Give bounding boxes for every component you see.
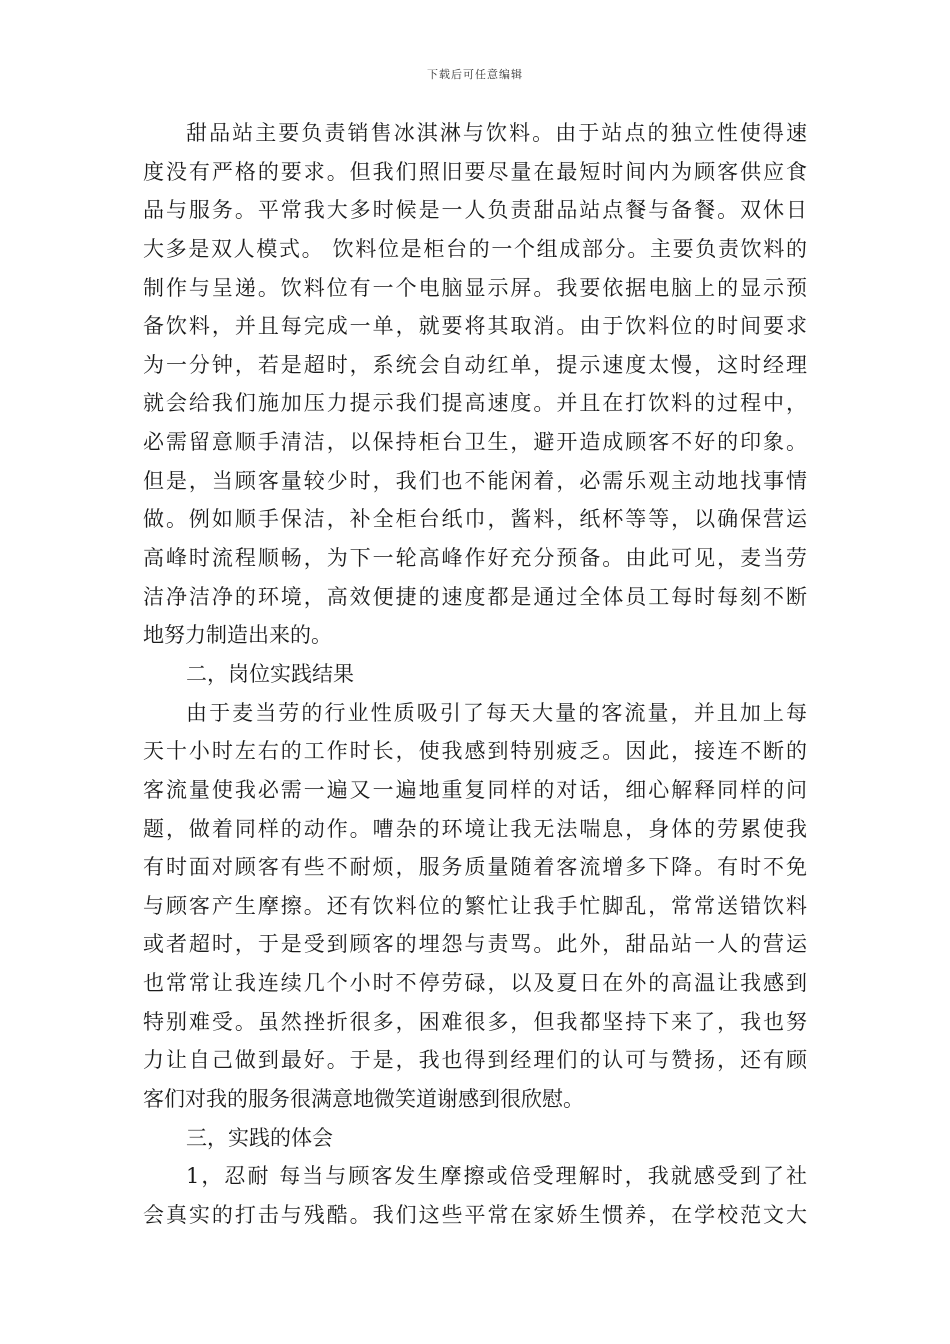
text-line: 三，实践的体会 <box>186 1125 333 1150</box>
text-line: 做。例如顺手保洁，补全柜台纸巾，酱料，纸杯等等，以确保营运 <box>143 507 807 532</box>
document-body <box>143 114 807 1235</box>
text-line: 由于麦当劳的行业性质吸引了每天大量的客流量，并且加上每 <box>186 700 807 725</box>
text-line: 制作与呈递。饮料位有一个电脑显示屏。我要依据电脑上的显示预 <box>143 275 807 300</box>
text-line: 与顾客产生摩擦。还有饮料位的繁忙让我手忙脚乱，常常送错饮料 <box>143 893 807 918</box>
text-line: 天十小时左右的工作时长，使我感到特别疲乏。因此，接连不断的 <box>143 739 807 764</box>
text-line: 就会给我们施加压力提示我们提高速度。并且在打饮料的过程中， <box>143 391 807 416</box>
text-line: 题，做着同样的动作。嘈杂的环境让我无法喘息，身体的劳累使我 <box>143 816 807 841</box>
text-line: 大多是双人模式。 饮料位是柜台的一个组成部分。主要负责饮料的 <box>143 236 807 261</box>
text-line: 备饮料，并且每完成一单，就要将其取消。由于饮料位的时间要求 <box>143 314 807 339</box>
text-line: 客流量使我必需一遍又一遍地重复同样的对话，细心解释同样的问 <box>143 777 807 802</box>
text-line: 或者超时，于是受到顾客的埋怨与责骂。此外，甜品站一人的营运 <box>143 932 807 957</box>
text-line: 高峰时流程顺畅，为下一轮高峰作好充分预备。由此可见，麦当劳 <box>143 546 807 571</box>
text-line: 必需留意顺手清洁，以保持柜台卫生，避开造成顾客不好的印象。 <box>143 430 807 455</box>
text-line: 1，忍耐 每当与顾客发生摩擦或倍受理解时，我就感受到了社 <box>186 1164 807 1189</box>
text-line: 特别难受。虽然挫折很多，困难很多，但我都坚持下来了，我也努 <box>143 1009 807 1034</box>
text-line: 也常常让我连续几个小时不停劳碌，以及夏日在外的高温让我感到 <box>143 971 807 996</box>
text-line: 客们对我的服务很满意地微笑道谢感到很欣慰。 <box>143 1087 584 1112</box>
text-line: 但是，当顾客量较少时，我们也不能闲着，必需乐观主动地找事情 <box>143 468 807 493</box>
text-line: 地努力制造出来的。 <box>143 623 332 648</box>
text-line: 品与服务。平常我大多时候是一人负责甜品站点餐与备餐。双休日 <box>143 198 807 223</box>
text-line: 甜品站主要负责销售冰淇淋与饮料。由于站点的独立性使得速 <box>186 121 807 145</box>
text-line: 会真实的打击与残酷。我们这些平常在家娇生惯养，在学校范文大 <box>143 1202 807 1227</box>
text-line: 度没有严格的要求。但我们照旧要尽量在最短时间内为顾客供应食 <box>143 159 807 184</box>
text-line: 二，岗位实践结果 <box>186 661 354 686</box>
text-line: 洁净洁净的环境，高效便捷的速度都是通过全体员工每时每刻不断 <box>143 584 807 609</box>
page-header: 下载后可任意编辑 <box>427 68 523 81</box>
text-line: 为一分钟，若是超时，系统会自动红单，提示速度太慢，这时经理 <box>143 352 807 377</box>
text-line: 力让自己做到最好。于是，我也得到经理们的认可与赞扬，还有顾 <box>143 1048 807 1073</box>
text-line: 有时面对顾客有些不耐烦，服务质量随着客流增多下降。有时不免 <box>143 855 807 880</box>
